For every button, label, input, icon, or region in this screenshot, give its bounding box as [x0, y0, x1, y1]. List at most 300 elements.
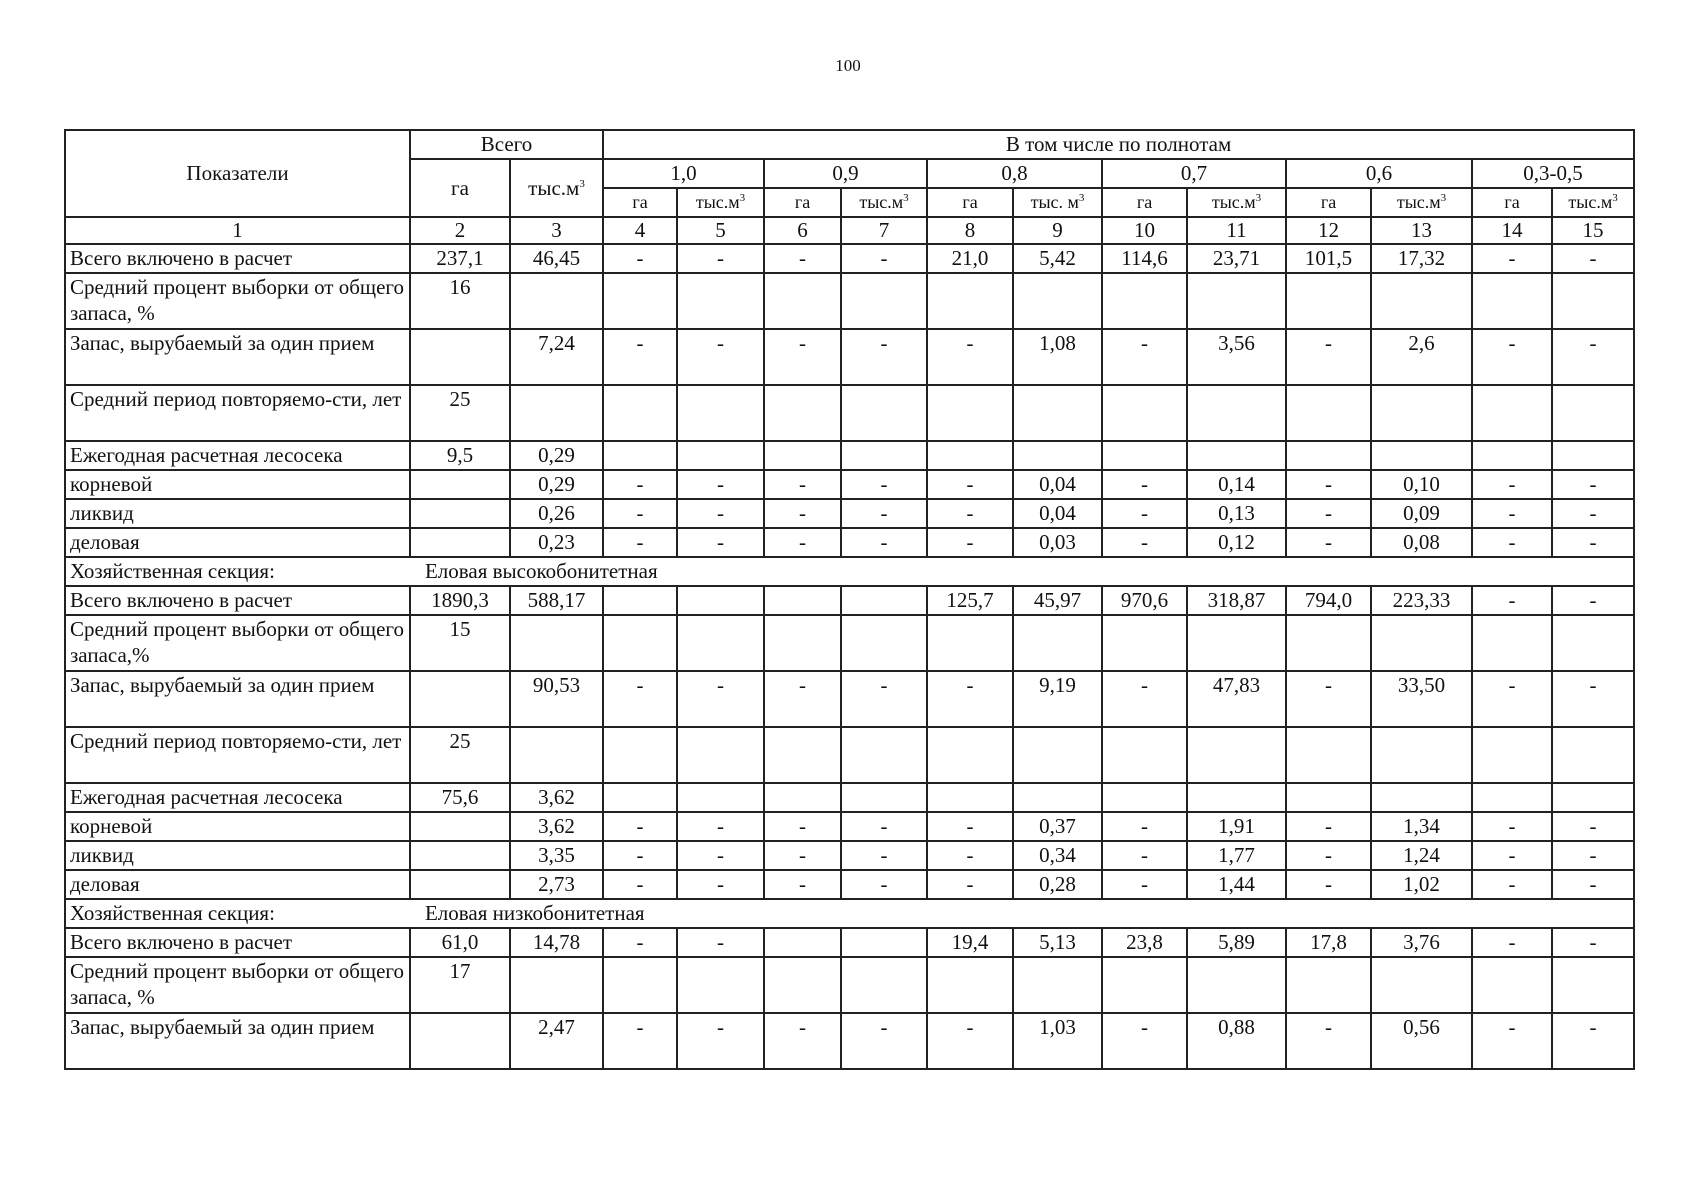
- table-cell: [410, 870, 510, 899]
- table-cell: 1,02: [1371, 870, 1472, 899]
- table-cell: [764, 727, 841, 783]
- table-cell: [1371, 727, 1472, 783]
- table-cell: [927, 441, 1013, 470]
- table-cell: [410, 528, 510, 557]
- table-cell: [841, 385, 927, 441]
- table-cell: 2,6: [1371, 329, 1472, 385]
- table-cell: 1,91: [1187, 812, 1286, 841]
- table-cell: [1286, 385, 1371, 441]
- table-cell: [1102, 783, 1187, 812]
- table-cell: [1187, 615, 1286, 671]
- table-cell: -: [603, 812, 677, 841]
- table-cell: [603, 783, 677, 812]
- unit-m3: тыс. $м^3$: [1013, 188, 1102, 217]
- table-row: [65, 783, 1634, 812]
- table-cell: 61,0: [410, 928, 510, 957]
- table-cell: -: [841, 1013, 927, 1069]
- table-cell: -: [841, 841, 927, 870]
- table-cell: 794,0: [1286, 586, 1371, 615]
- unit-m3: $тыс.м^3$: [1371, 188, 1472, 217]
- table-cell: [841, 441, 927, 470]
- column-number: 1: [65, 217, 410, 244]
- section-cell: [65, 557, 1634, 586]
- column-number: 4: [603, 217, 677, 244]
- table-cell: [764, 957, 841, 1013]
- header-density-1: 1,0: [603, 159, 764, 188]
- row-label: Запас, вырубаемый за один прием: [65, 671, 410, 727]
- header-density-6: 0,3-0,5: [1472, 159, 1634, 188]
- table-cell: [1187, 957, 1286, 1013]
- table-row: [65, 528, 1634, 557]
- table-cell: -: [764, 841, 841, 870]
- table-cell: -: [927, 1013, 1013, 1069]
- table-cell: [1013, 957, 1102, 1013]
- table-body: [65, 244, 1634, 1069]
- table-cell: -: [603, 671, 677, 727]
- table-cell: -: [1472, 470, 1552, 499]
- table-cell: -: [1472, 841, 1552, 870]
- table-cell: [764, 928, 841, 957]
- table-cell: [927, 385, 1013, 441]
- table-cell: [510, 615, 603, 671]
- table-cell: -: [764, 470, 841, 499]
- table-cell: -: [927, 870, 1013, 899]
- table-cell: [1102, 957, 1187, 1013]
- header-density-3: 0,8: [927, 159, 1102, 188]
- table-cell: 15: [410, 615, 510, 671]
- table-cell: -: [764, 244, 841, 273]
- table-cell: -: [1552, 586, 1634, 615]
- unit-m3: $тыс.м^3$: [841, 188, 927, 217]
- table-row: [65, 928, 1634, 957]
- column-number: 9: [1013, 217, 1102, 244]
- table-cell: 3,76: [1371, 928, 1472, 957]
- table-cell: 0,56: [1371, 1013, 1472, 1069]
- table-cell: 7,24: [510, 329, 603, 385]
- column-number: 6: [764, 217, 841, 244]
- table-cell: 5,13: [1013, 928, 1102, 957]
- table-cell: 19,4: [927, 928, 1013, 957]
- table-cell: 17: [410, 957, 510, 1013]
- table-cell: -: [927, 671, 1013, 727]
- unit-ha: га: [1472, 188, 1552, 217]
- row-label: Всего включено в расчет: [65, 244, 410, 273]
- table-row: [65, 470, 1634, 499]
- table-cell: [677, 615, 764, 671]
- table-cell: [677, 273, 764, 329]
- table-cell: [410, 470, 510, 499]
- table-cell: 0,04: [1013, 499, 1102, 528]
- table-cell: 0,14: [1187, 470, 1286, 499]
- table-cell: -: [764, 1013, 841, 1069]
- table-cell: [1187, 441, 1286, 470]
- table-cell: [510, 957, 603, 1013]
- table-cell: 588,17: [510, 586, 603, 615]
- table-cell: -: [1552, 812, 1634, 841]
- table-cell: -: [1472, 671, 1552, 727]
- table-cell: -: [1552, 1013, 1634, 1069]
- table-cell: 23,71: [1187, 244, 1286, 273]
- table-cell: -: [603, 870, 677, 899]
- table-row: [65, 1013, 1634, 1069]
- table-row: [65, 441, 1634, 470]
- table-cell: [841, 928, 927, 957]
- table-cell: -: [1286, 1013, 1371, 1069]
- header-density-4: 0,7: [1102, 159, 1286, 188]
- row-label: Всего включено в расчет: [65, 928, 410, 957]
- table-cell: 237,1: [410, 244, 510, 273]
- unit-ha: га: [927, 188, 1013, 217]
- table-cell: 90,53: [510, 671, 603, 727]
- table-cell: -: [677, 870, 764, 899]
- table-cell: -: [1552, 528, 1634, 557]
- table-cell: [1552, 783, 1634, 812]
- column-number: 13: [1371, 217, 1472, 244]
- table-row: [65, 727, 1634, 783]
- row-label: корневой: [65, 812, 410, 841]
- table-cell: [1286, 615, 1371, 671]
- header-density-5: 0,6: [1286, 159, 1472, 188]
- table-cell: -: [1286, 499, 1371, 528]
- table-cell: 0,23: [510, 528, 603, 557]
- table-cell: -: [1286, 812, 1371, 841]
- table-cell: [841, 615, 927, 671]
- page-number: 100: [835, 56, 861, 75]
- table-cell: -: [764, 870, 841, 899]
- table-cell: -: [927, 499, 1013, 528]
- table-cell: -: [764, 499, 841, 528]
- table-cell: [677, 441, 764, 470]
- unit-ha: га: [764, 188, 841, 217]
- row-label: Средний процент выборки от общего запаса,%: [65, 615, 410, 671]
- table-row: [65, 273, 1634, 329]
- table-cell: [677, 783, 764, 812]
- table-cell: 5,42: [1013, 244, 1102, 273]
- unit-m3: $тыс.м^3$: [677, 188, 764, 217]
- table-cell: 45,97: [1013, 586, 1102, 615]
- table-cell: 0,08: [1371, 528, 1472, 557]
- table-cell: -: [1472, 1013, 1552, 1069]
- table-cell: [603, 273, 677, 329]
- table-cell: 1890,3: [410, 586, 510, 615]
- column-number: 7: [841, 217, 927, 244]
- table-cell: 0,13: [1187, 499, 1286, 528]
- table-cell: 0,26: [510, 499, 603, 528]
- table-cell: 47,83: [1187, 671, 1286, 727]
- table-cell: 0,03: [1013, 528, 1102, 557]
- table-cell: 1,44: [1187, 870, 1286, 899]
- table-cell: 9,5: [410, 441, 510, 470]
- table-cell: [410, 1013, 510, 1069]
- table-cell: [927, 273, 1013, 329]
- table-cell: -: [1286, 470, 1371, 499]
- table-cell: 0,12: [1187, 528, 1286, 557]
- row-label: Средний процент выборки от общего запаса, %: [65, 957, 410, 1013]
- table-cell: [764, 783, 841, 812]
- table-cell: 1,24: [1371, 841, 1472, 870]
- table-header: [65, 130, 1634, 244]
- table-cell: [764, 586, 841, 615]
- table-cell: 1,77: [1187, 841, 1286, 870]
- table-cell: 0,28: [1013, 870, 1102, 899]
- table-cell: [764, 441, 841, 470]
- table-cell: -: [1472, 528, 1552, 557]
- table-cell: [1286, 441, 1371, 470]
- table-cell: -: [1286, 671, 1371, 727]
- table-cell: [677, 727, 764, 783]
- row-label: Ежегодная расчетная лесосека: [65, 441, 410, 470]
- table-cell: [927, 957, 1013, 1013]
- row-label: ликвид: [65, 841, 410, 870]
- section-cell: [65, 899, 1634, 928]
- table-cell: -: [764, 671, 841, 727]
- table-cell: [603, 385, 677, 441]
- table-cell: [1552, 273, 1634, 329]
- section-label: Хозяйственная секция:: [70, 559, 275, 583]
- table-cell: 970,6: [1102, 586, 1187, 615]
- unit-m3: $тыс.м^3$: [1187, 188, 1286, 217]
- table-row: [65, 499, 1634, 528]
- table-cell: -: [1102, 812, 1187, 841]
- table-cell: 0,29: [510, 441, 603, 470]
- row-label: деловая: [65, 870, 410, 899]
- table-row: [65, 615, 1634, 671]
- table-row: [65, 841, 1634, 870]
- table-cell: -: [927, 470, 1013, 499]
- table-cell: -: [1472, 928, 1552, 957]
- table-cell: -: [1472, 244, 1552, 273]
- row-label: Запас, вырубаемый за один прием: [65, 1013, 410, 1069]
- table-cell: [1552, 615, 1634, 671]
- table-row: [65, 870, 1634, 899]
- table-cell: -: [677, 244, 764, 273]
- table-cell: [764, 273, 841, 329]
- table-cell: [1286, 957, 1371, 1013]
- table-cell: -: [677, 812, 764, 841]
- table-cell: [1013, 385, 1102, 441]
- table-cell: -: [1286, 329, 1371, 385]
- unit-ha: га: [1286, 188, 1371, 217]
- table-cell: -: [1472, 499, 1552, 528]
- table-cell: 101,5: [1286, 244, 1371, 273]
- table-cell: -: [677, 841, 764, 870]
- table-cell: -: [1102, 528, 1187, 557]
- table-cell: 3,35: [510, 841, 603, 870]
- table-cell: [927, 783, 1013, 812]
- table-cell: -: [603, 1013, 677, 1069]
- table-cell: 0,37: [1013, 812, 1102, 841]
- table-cell: -: [677, 470, 764, 499]
- table-cell: [841, 586, 927, 615]
- table-cell: -: [677, 528, 764, 557]
- table-cell: [1552, 957, 1634, 1013]
- table-cell: [1552, 727, 1634, 783]
- table-cell: [1472, 727, 1552, 783]
- row-label: деловая: [65, 528, 410, 557]
- table-cell: [764, 615, 841, 671]
- table-cell: 17,32: [1371, 244, 1472, 273]
- table-cell: -: [603, 528, 677, 557]
- table-cell: 0,10: [1371, 470, 1472, 499]
- table-cell: -: [927, 812, 1013, 841]
- table-cell: -: [603, 841, 677, 870]
- table-cell: [1286, 727, 1371, 783]
- table-cell: 1,03: [1013, 1013, 1102, 1069]
- table-cell: [1102, 385, 1187, 441]
- unit-ha: га: [603, 188, 677, 217]
- unit-ha: га: [1102, 188, 1187, 217]
- table-cell: [1187, 273, 1286, 329]
- table-cell: 17,8: [1286, 928, 1371, 957]
- column-number: 15: [1552, 217, 1634, 244]
- row-label: Средний процент выборки от общего запаса, %: [65, 273, 410, 329]
- table-cell: -: [603, 499, 677, 528]
- table-cell: 0,09: [1371, 499, 1472, 528]
- table-cell: [1552, 385, 1634, 441]
- unit-m3: $тыс.м^3$: [1552, 188, 1634, 217]
- table-cell: -: [764, 329, 841, 385]
- table-cell: [410, 329, 510, 385]
- table-cell: -: [677, 671, 764, 727]
- section-name: Еловая низкобонитетная: [424, 901, 645, 925]
- table-cell: [410, 841, 510, 870]
- table-cell: [1472, 615, 1552, 671]
- table-cell: -: [927, 528, 1013, 557]
- table-cell: -: [1552, 244, 1634, 273]
- table-row: [65, 244, 1634, 273]
- table-row: [65, 957, 1634, 1013]
- table-cell: -: [1102, 470, 1187, 499]
- table-cell: -: [677, 928, 764, 957]
- table-cell: -: [603, 928, 677, 957]
- table-cell: -: [1552, 671, 1634, 727]
- table-cell: [1102, 441, 1187, 470]
- row-label: Средний период повторяемо-сти, лет: [65, 385, 410, 441]
- table-row: [65, 586, 1634, 615]
- table-cell: [410, 499, 510, 528]
- table-cell: -: [1102, 1013, 1187, 1069]
- section-row: [65, 899, 1634, 928]
- table-cell: [677, 586, 764, 615]
- header-by-density: В том числе по полнотам: [603, 130, 1634, 159]
- table-cell: -: [927, 841, 1013, 870]
- table-cell: -: [1552, 841, 1634, 870]
- table-cell: 318,87: [1187, 586, 1286, 615]
- table-cell: [1472, 385, 1552, 441]
- table-row: [65, 329, 1634, 385]
- table-cell: 0,29: [510, 470, 603, 499]
- table-cell: 1,34: [1371, 812, 1472, 841]
- section-label: Хозяйственная секция:: [70, 901, 275, 925]
- row-label: ликвид: [65, 499, 410, 528]
- table-cell: [677, 957, 764, 1013]
- header-total-ha: га: [410, 159, 510, 217]
- table-cell: 33,50: [1371, 671, 1472, 727]
- table-cell: [410, 671, 510, 727]
- table-cell: [1102, 615, 1187, 671]
- table-cell: [1286, 783, 1371, 812]
- column-number: 8: [927, 217, 1013, 244]
- table-cell: 25: [410, 385, 510, 441]
- table-cell: [1102, 727, 1187, 783]
- table-cell: -: [841, 671, 927, 727]
- table-cell: -: [677, 1013, 764, 1069]
- table-cell: [603, 727, 677, 783]
- table-cell: [1552, 441, 1634, 470]
- table-cell: -: [841, 329, 927, 385]
- table-cell: -: [1552, 870, 1634, 899]
- column-number: 2: [410, 217, 510, 244]
- column-numbers-row: [65, 217, 1634, 244]
- header-indicators: Показатели: [65, 130, 410, 217]
- section-row: [65, 557, 1634, 586]
- table-cell: -: [841, 870, 927, 899]
- table-cell: [1286, 273, 1371, 329]
- table-cell: [1472, 273, 1552, 329]
- column-number: 10: [1102, 217, 1187, 244]
- table-cell: [603, 957, 677, 1013]
- table-cell: [1013, 273, 1102, 329]
- column-number: 11: [1187, 217, 1286, 244]
- table-cell: 25: [410, 727, 510, 783]
- table-cell: [1371, 957, 1472, 1013]
- table-cell: [603, 615, 677, 671]
- table-cell: -: [1552, 470, 1634, 499]
- table-cell: [1371, 385, 1472, 441]
- table-cell: [410, 812, 510, 841]
- table-cell: [510, 273, 603, 329]
- table-cell: -: [1472, 812, 1552, 841]
- forest-data-table: [64, 129, 1635, 1070]
- table-cell: -: [1286, 870, 1371, 899]
- table-cell: -: [841, 499, 927, 528]
- table-cell: -: [1552, 928, 1634, 957]
- table-cell: [1187, 783, 1286, 812]
- table-cell: -: [1472, 586, 1552, 615]
- table-cell: 5,89: [1187, 928, 1286, 957]
- table-cell: 125,7: [927, 586, 1013, 615]
- table-cell: -: [603, 470, 677, 499]
- table-row: [65, 385, 1634, 441]
- row-label: Запас, вырубаемый за один прием: [65, 329, 410, 385]
- table-cell: [841, 783, 927, 812]
- table-cell: -: [927, 329, 1013, 385]
- table-cell: 14,78: [510, 928, 603, 957]
- header-total: Всего: [410, 130, 603, 159]
- table-cell: 21,0: [927, 244, 1013, 273]
- table-cell: [841, 727, 927, 783]
- table-cell: -: [677, 329, 764, 385]
- table-cell: 3,62: [510, 812, 603, 841]
- table-cell: -: [1472, 870, 1552, 899]
- table-cell: 2,73: [510, 870, 603, 899]
- table-cell: [927, 615, 1013, 671]
- header-density-2: 0,9: [764, 159, 927, 188]
- table-cell: [1371, 615, 1472, 671]
- table-cell: 75,6: [410, 783, 510, 812]
- table-cell: [764, 385, 841, 441]
- column-number: 12: [1286, 217, 1371, 244]
- table-cell: [1187, 385, 1286, 441]
- table-cell: -: [1102, 671, 1187, 727]
- table-cell: 0,88: [1187, 1013, 1286, 1069]
- table-cell: -: [603, 244, 677, 273]
- table-cell: -: [1102, 841, 1187, 870]
- table-cell: -: [841, 812, 927, 841]
- section-name: Еловая высокобонитетная: [424, 559, 658, 583]
- table-cell: [1013, 615, 1102, 671]
- table-cell: 16: [410, 273, 510, 329]
